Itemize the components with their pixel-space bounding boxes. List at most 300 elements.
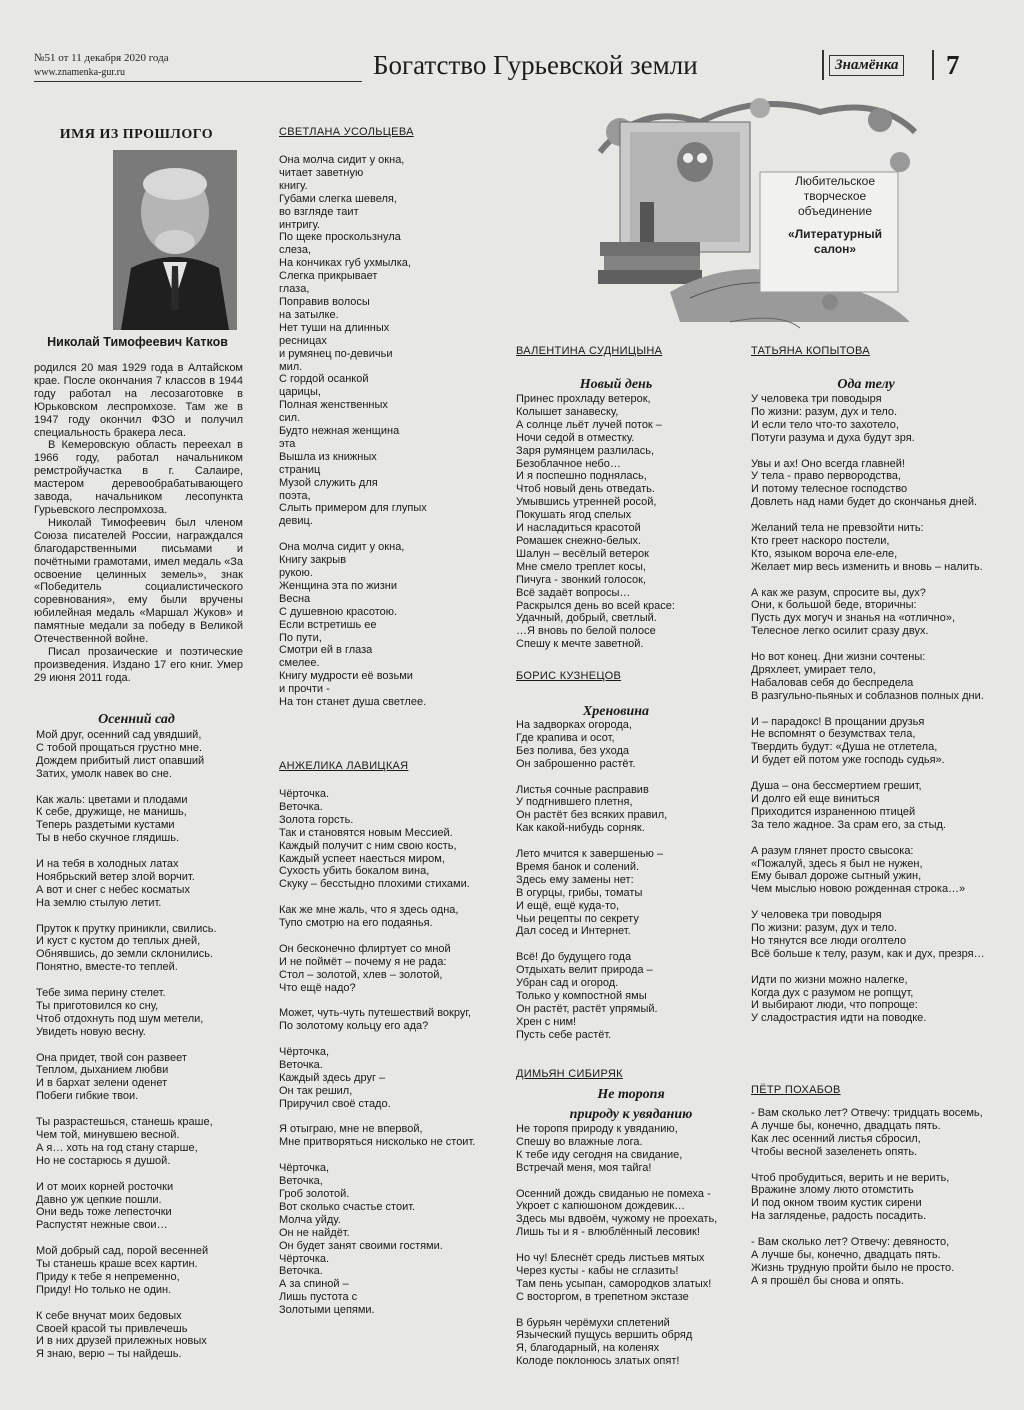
poem-line: Губами слегка шевеля, [279,192,397,205]
poem-line: Но вот конец. Дни жизни сочтены: [751,651,926,664]
poem-body [36,729,246,1361]
poem-line: Осенний дождь свиданью не помеха - [516,1187,711,1200]
poem-line: девиц. [279,515,313,528]
poem-line: Полная женственных [279,399,388,412]
poem-line: Всё! До будущего года [516,951,632,964]
poem-line: Набаловав себя до беспредела [751,676,914,689]
page-number: 7 [946,50,960,80]
poem-line: Шалун – весёлый ветерок [516,547,649,560]
poem-line: Каждый здесь друг – [279,1071,386,1084]
poem-title: Осенний сад [98,712,175,727]
poem-line: «Пожалуй, здесь я был не нужен, [751,857,923,870]
poem-line: Каждый успеет наесться миром, [279,852,445,865]
portrait-silhouette [113,150,237,330]
poem-line: глаза, [279,283,310,296]
poem-line: Золотыми цепями. [279,1304,375,1317]
poem-line: Давно уж цепкие пошли. [36,1193,162,1206]
poem-line: По золотому кольцу его ада? [279,1020,429,1033]
poem-line: С восторгом, в трепетном экстазе [516,1290,689,1303]
poem-line: Золота горсть. [279,813,354,826]
poem-line: Чёрточка, [279,1046,330,1059]
poem-line: страниц [279,463,321,476]
stanza-gap [516,1175,741,1188]
poem-line: Убран сад и огород. [516,977,619,990]
stanza-gap [36,1232,246,1245]
poem-line: Чёрточка, [279,1162,330,1175]
poem-line: Дал сосед и Интернет. [516,925,631,938]
poem-line: К себе, дружище, не манишь, [36,806,187,819]
poem-line: Ты разрастешься, станешь краше, [36,1116,213,1129]
stanza-gap [36,974,246,987]
poem-line: Может, чуть-чуть путешествий вокруг, [279,1007,472,1020]
poem-line: Мне смело треплет косы, [516,560,646,573]
poem-line: Спешу во влажные лога. [516,1135,643,1148]
stanza-gap [516,1239,741,1252]
poem-line: На кончиках губ ухмылка, [279,257,411,270]
poem-line: Мне притворяться нисколько не стоит. [279,1136,476,1149]
poem-line: И я поспешно поднялась, [516,470,647,483]
poem-line: Он растёт без всяких правил, [516,809,668,822]
poem-body [279,788,499,1317]
poem-line: Приду! Но только не один. [36,1283,172,1296]
poem-line: И не поймёт – почему я не рада: [279,955,447,968]
stanza-gap [516,771,736,784]
poem-line: И в них друзей прилежных новых [36,1335,207,1348]
poem-line: Желает мир весь изменить и вновь – налить. [751,560,983,573]
stanza-gap [279,1149,499,1162]
stanza-gap [751,445,1001,458]
poem-line: Ты приготовился ко сну, [36,999,159,1012]
header-divider [822,50,824,80]
poem-line: Лишь ты и я - влюблённый лесовик! [516,1226,700,1239]
poem-line: Вышла из книжных [279,450,377,463]
stanza-gap [279,930,499,943]
issue-date: №51 от 11 декабря 2020 года [34,52,169,64]
poem-line: Листья сочные расправив [516,783,649,796]
poem-line: Там пень усыпан, самородков златых! [516,1277,712,1290]
bio-paragraph: Николай Тимофеевич был членом Союза писателей России, награждался благодарственными письмами и почётными грамотами, имел медаль «За освоение целинных земель», знак «Победитель социалистического соревнования», ему были вручены юбилейная медаль «Маршал Жуков» и памятные медали за победу в Великой Отечественной войне. [34,516,243,646]
poem-line: Увидеть новую весну. [36,1025,146,1038]
poem-line: Тебе зима перину стелет. [36,987,166,1000]
author-name: СВЕТЛАНА УСОЛЬЦЕВА [279,126,414,138]
stanza-gap [36,1297,246,1310]
stanza-gap [751,961,1001,974]
poem-line: И в бархат зелени оденет [36,1077,168,1090]
salon-name: «Литературный [788,227,882,241]
poem-line: Твердить будут: «Душа не отлетела, [751,741,938,754]
poem-line: Стол – золотой, хлев – золотой, [279,968,443,981]
poem-line: На землю стылую летит. [36,896,162,909]
bio-paragraph: Писал прозаические и поэтические произведения. Издано 17 его книг. Умер 29 июня 2011 года. [34,645,243,684]
poem-line: Он не найдёт. [279,1226,350,1239]
poem-line: Вражине злому люто отомстить [751,1184,914,1197]
author-portrait [113,150,237,330]
poem-line: эта [279,437,296,450]
poem-line: Чьи рецепты по секрету [516,912,639,925]
poem-line: По пути, [279,631,322,644]
poem-line: И от моих корней росточки [36,1180,174,1193]
poem-line: Будто нежная женщина [279,425,400,438]
poem-line: Умывшись утренней росой, [516,496,657,509]
poem-line: И если тело что-то захотело, [751,418,899,431]
poem-line: Скуку – бесстыдно плохими стихами. [279,878,470,891]
header-rule [34,81,362,82]
poem-line: Теплом, дыханием любви [36,1064,169,1077]
poem-line: и прочти - [279,683,330,696]
poem-line: А за спиной – [279,1278,349,1291]
poem-line: Каждый получит с ним свою кость, [279,839,457,852]
poem-line: Как какой-нибудь сорняк. [516,822,645,835]
poem-title: Хреновина [582,704,650,719]
poem-line: Молча уйду. [279,1213,341,1226]
stanza-gap [279,994,499,1007]
poem-line: Я знаю, верю – ты найдешь. [36,1348,182,1361]
poem-line: поэта, [279,489,311,502]
poem-line: А лучше бы, конечно, двадцать пять. [751,1248,941,1261]
poem-line: Они, к большой беде, вторичны: [751,599,917,612]
poem-line: Спешу к мечте заветной. [516,638,644,651]
stanza-gap [751,509,1001,522]
poem-line: Кто греет наскоро постели, [751,534,890,547]
poem-line: Приручил своё стадо. [279,1097,391,1110]
poem-line: Он растёт, растёт упрямый. [516,1002,658,1015]
poem-line: А вот и снег с небес косматых [36,883,190,896]
author-name: ПЁТР ПОХАБОВ [751,1084,841,1096]
poem-line: Ромашек снежно-белых. [516,534,642,547]
poem-line: Желаний тела не превзойти нить: [751,522,924,535]
author-name: БОРИС КУЗНЕЦОВ [516,670,622,682]
poem-line: Чёрточка. [279,788,330,800]
bio-paragraph: В Кемеровскую область переехал в 1966 году, работал начальником ремстройучастка в г. Салаире, мастером деревообрабатывающего завода, начальником лесопункта Гурьевского леспромхоза. [34,439,243,516]
poem-line: Теперь раздетыми кустами [36,819,175,832]
stanza-gap [279,528,469,541]
stanza-gap [36,910,246,923]
poem-line: Ты в небо скучное глядишь. [36,832,179,845]
poem-line: Раскрылся день во всей красе: [516,599,675,612]
poem-line: Идти по жизни можно налегке, [751,973,908,986]
header-divider-2 [932,50,934,80]
poem-title: Ода телу [837,377,895,392]
poem-line: А разум глянет просто свысока: [751,844,914,857]
poem-line: А я… хоть на год стану старше, [36,1141,198,1154]
poem-line: На загляденье, радость посадить. [751,1210,927,1223]
poem-line: Но не состарюсь я душой. [36,1154,171,1167]
poem-line: Где крапива и осот, [516,731,615,744]
author-biography [34,362,243,685]
poem-line: С душевною красотою. [279,605,398,618]
poem-line: во взгляде таит [279,205,359,218]
poem-line: Книгу закрыв [279,554,347,567]
poem-line: Нет туши на длинных [279,321,390,334]
poem-line: Поправив волосы [279,295,370,308]
poem-line: Смотри ей в глаза [279,644,373,657]
site-url[interactable]: www.znamenka-gur.ru [34,67,125,78]
poem-line: книгу. [279,179,308,192]
poem-line: Укроет с капюшоном дождевик… [516,1200,686,1213]
poem-line: Здесь ему замены нет: [516,873,634,886]
poem-line: Вот сколько счастье стоит. [279,1200,416,1213]
poem-line: Дождем прибитый лист опавший [36,754,205,767]
poem-line: Он будет занят своими гостями. [279,1239,443,1252]
poem-line: Они ведь тоже лепесточки [36,1206,172,1219]
poem-line: В огурцы, грибы, томаты [516,886,643,899]
poem-line: У сладострастия идти на поводке. [751,1012,927,1025]
poem-line: Мой добрый сад, порой весенней [36,1245,209,1258]
poem-line: Тупо смотрю на его подаянья. [279,917,433,930]
poem-line: Приду к тебе я непременно, [36,1270,180,1283]
poem-line: Но тянутся все люди оголтело [751,934,907,947]
poem-line: смелее. [279,657,320,670]
poem-line: царицы, [279,386,321,399]
poem-line: И – парадокс! В прощании друзья [751,715,925,728]
poem-line: Через кусты - кабы не сглазить! [516,1264,679,1277]
author-name: ВАЛЕНТИНА СУДНИЦЫНА [516,345,663,357]
portrait-caption: Николай Тимофеевич Катков [47,335,228,349]
stanza-gap [36,845,246,858]
poem-line: Пусть себе растёт. [516,1028,612,1041]
poem-line: Как же мне жаль, что я здесь одна, [279,904,459,917]
poem-line: Понятно, вместе-то теплей. [36,961,178,974]
page-headline: Богатство Гурьевской земли [373,50,698,80]
poem-line: С тобой прощаться грустно мне. [36,741,203,754]
poem-line: Распустят нежные свои… [36,1219,168,1232]
poem-line: Колоде поклонюсь златых опят! [516,1355,680,1368]
poem-line: на затылке. [279,308,339,321]
poem-line: Слегка прикрывает [279,270,378,283]
poem-line: У человека три поводыря [751,909,882,922]
poem-body [516,719,736,1042]
poem-line: Как лес осенний листья сбросил, [751,1132,921,1145]
poem-body [279,154,469,709]
poem-body [516,393,736,651]
poem-line: Ночи седой в отместку. [516,431,635,444]
stanza-gap [751,832,1001,845]
stanza-gap [279,1033,499,1046]
poem-line: Своей красой ты привлечешь [36,1322,188,1335]
poem-line: интригу. [279,218,320,231]
poem-line: И на тебя в холодных латах [36,858,179,871]
poem-title: Новый день [579,377,653,392]
poem-line: Он заброшенно растёт. [516,757,636,770]
poem-line: Довлеть над нами будет до скончанья дней. [751,496,978,509]
poem-line: Встречай меня, моя тайга! [516,1161,652,1174]
poem-line: Он так решил, [279,1084,353,1097]
poem-line: И насладиться красотой [516,522,641,535]
poem-line: сил. [279,412,301,425]
poem-line: Всё больше к телу, разум, как и дух, презря… [751,947,985,960]
poem-line: Чтобы весной зазеленеть опять. [751,1145,918,1158]
poem-line: По жизни: разум, дух и тело. [751,922,898,935]
stanza-gap [516,835,736,848]
poem-line: Покушать ягод спелых [516,509,632,522]
poem-line: Только у компостной ямы [516,989,647,1002]
poem-line: - Вам сколько лет? Отвечу: девяносто, [751,1236,950,1249]
salon-label [760,174,910,257]
poem-line: Чем той, минувшею весной. [36,1129,180,1141]
poem-line: и румянец по-девичьи [279,347,393,360]
poem-line: Не вспомнят о безумствах тела, [751,728,916,741]
salon-name: салон» [813,242,857,256]
poem-line: Удачный, добрый, светлый. [516,612,657,625]
poem-line: И долго ей еще виниться [751,793,880,805]
stanza-gap [516,1304,741,1317]
poem-line: Когда дух с разумом не ропщут, [751,986,914,999]
poem-line: слеза, [279,244,312,257]
poem-line: Чтоб отдохнуть под шум метели, [36,1012,204,1025]
poem-line: Заря румянцем разлилась, [516,444,655,457]
poem-line: Что ещё надо? [279,981,356,994]
poem-line: Музой служить для [279,476,378,489]
stanza-gap [751,1159,1001,1172]
poem-line: мил. [279,360,303,373]
poem-line: В бурьян черёмухи сплетений [516,1316,670,1329]
poem-line: И выбирают люди, что попроще: [751,999,918,1012]
poem-line: Кто, языком вороча еле-еле, [751,547,898,560]
poem-line: С гордой осанкой [279,373,369,386]
author-name: ТАТЬЯНА КОПЫТОВА [751,345,870,357]
stanza-gap [751,703,1001,716]
poem-line: За тело жадное. За срам его, за стыд. [751,818,946,831]
poem-line: А лучше бы, конечно, двадцать пять. [751,1119,941,1132]
poem-line: …Я вновь по белой полосе [516,625,656,638]
poem-line: Пруток к прутку приникли, свились. [36,922,217,935]
poem-line: Мой друг, осенний сад увядший, [36,729,202,741]
poem-line: читает заветную [279,166,364,179]
poem-title-line: Не торопя [597,1087,665,1102]
poem-line: И под окном твоим кустик сирени [751,1197,922,1210]
poem-line: Пусть дух могуч и знанья на «отлично», [751,612,956,625]
poem-line: Чтоб пробудиться, верить и не верить, [751,1171,950,1184]
poem-line: Но чу! Блеснёт средь листьев мятых [516,1252,705,1265]
poem-line: Всё задаёт вопросы… [516,586,631,599]
poem-line: Чтоб новый день отведать. [516,483,655,496]
poem-line: Как жаль: цветами и плодами [36,793,188,806]
poem-line: Безоблачное небо… [516,457,621,470]
poem-line: Она придет, твой сон развеет [36,1051,187,1064]
poem-line: Веточка. [279,1265,323,1278]
stanza-gap [516,938,736,951]
stanza-gap [279,891,499,904]
stanza-gap [279,1111,499,1124]
poem-line: Лето мчится к завершенью – [516,848,664,861]
poem-line: Обнявшись, до земли склонились. [36,948,214,961]
poem-body [751,393,1001,1025]
author-name: ДИМЬЯН СИБИРЯК [516,1068,623,1080]
poem-line: А я прошёл бы снова и опять. [751,1274,904,1287]
stanza-gap [36,1039,246,1052]
poem-line: Телесное легко осилит сразу двух. [751,625,929,638]
poem-line: А как же разум, спросите вы, дух? [751,586,926,599]
salon-label-line: творческое [803,189,867,203]
poem-line: Побеги гибкие твои. [36,1090,139,1103]
poem-line: У тела - право первородства, [751,470,901,483]
poem-line: Жизнь трудную пройти было не просто. [751,1261,955,1274]
poem-line: Хрен с ним! [516,1015,577,1028]
poem-line: Лишь пустота с [279,1291,358,1304]
salon-label-line: Любительское [794,174,876,188]
poem-line: Языческий пущусь вершить обряд [516,1329,693,1342]
poem-line: В разгульно-пьяных и соблазнов полных дни. [751,689,984,702]
poem-line: Если встретишь ее [279,618,377,631]
poem-line: Я отыграю, мне не впервой, [279,1123,423,1136]
poem-line: И потому телесное господство [751,483,908,496]
section-title: ИМЯ ИЗ ПРОШЛОГО [59,127,214,142]
poem-line: Без полива, без ухода [516,744,629,757]
poem-line: - Вам сколько лет? Отвечу: тридцать восемь, [751,1107,983,1119]
stanza-gap [751,574,1001,587]
salon-label-line: объединение [797,204,873,218]
poem-line: Принес прохладу ветерок, [516,393,651,405]
poem-line: Здесь мы вдвоём, чужому не проехать, [516,1213,718,1226]
poem-line: Чёрточка. [279,1252,330,1265]
poem-line: Весна [279,592,311,605]
poem-line: Приходится израненною птицей [751,805,916,818]
poem-line: Гроб золотой. [279,1188,350,1200]
poem-line: Веточка, [279,1175,323,1188]
poem-body [751,1107,1001,1288]
stanza-gap [36,1103,246,1116]
poem-line: Чем мыслью новою рожденная строка…» [751,883,966,896]
poem-title [516,1086,746,1123]
newspaper-brand: Знамёнка [829,55,904,76]
poem-line: К себе внучат моих бедовых [36,1309,182,1322]
poem-line: Книгу мудрости её возьми [279,670,413,683]
poem-line: А солнце льёт лучей поток – [516,418,662,431]
stanza-gap [751,638,1001,651]
poem-line: Ему бывал дороже сытный ужин, [751,870,922,883]
poem-line: По щеке проскользнула [279,231,401,244]
poem-line: И ещё, ещё куда-то, [516,899,620,912]
poem-line: ресницах [279,334,327,347]
stanza-gap [36,781,246,794]
poem-line: Она молча сидит у окна, [279,541,405,554]
stanza-gap [751,767,1001,780]
poem-line: Не торопя природу к увяданию, [516,1123,678,1135]
poem-line: Душа – она бессмертием грешит, [751,780,922,793]
poem-line: Он бесконечно флиртует со мной [279,942,451,955]
poem-line: Так и становятся новым Мессией. [279,826,453,839]
poem-line: Веточка. [279,800,323,813]
poem-title-line: природу к увяданию [569,1107,693,1122]
poem-line: Слыть примером для глупых [279,502,427,515]
poem-line: На задворках огорода, [516,719,632,731]
poem-line: У человека три поводыря [751,393,882,405]
poem-line: Увы и ах! Оно всегда главней! [751,457,905,470]
poem-line: К тебе иду сегодня на свидание, [516,1148,683,1161]
stanza-gap [751,896,1001,909]
poem-line: И будет ей потом уже господь судья». [751,754,945,767]
poem-line: Ты станешь краше всех картин. [36,1258,198,1271]
poem-body [516,1123,741,1368]
author-name: АНЖЕЛИКА ЛАВИЦКАЯ [279,760,409,772]
poem-line: Сухость убить бокалом вина, [279,865,430,878]
poem-line: И куст с кустом до теплых дней, [36,935,201,948]
poem-line: Дряхлеет, умирает тело, [751,663,876,676]
poem-line: Ноябрьский ветер злой ворчит. [36,870,195,883]
stanza-gap [751,1223,1001,1236]
poem-line: У подгнившего плетня, [516,796,633,809]
poem-line: Она молча сидит у окна, [279,154,405,166]
poem-line: Время банок и солений. [516,860,640,873]
poem-line: Я, благодарный, на коленях [516,1342,660,1355]
poem-line: На тон станет душа светлее. [279,696,427,709]
poem-line: По жизни: разум, дух и тело. [751,405,898,418]
poem-line: Веточка. [279,1058,323,1071]
poem-line: Пичуга - звонкий голосок, [516,573,646,586]
poem-line: рукою. [279,566,313,579]
bio-paragraph: родился 20 мая 1929 года в Алтайском крае. После окончания 7 классов в 1944 году работал на лесозаготовке в Юрьковском леспромхозе. Там же в 1947 году окончил ФЗО и получил специальность бракера леса. [34,362,243,439]
poem-line: Затих, умолк навек во сне. [36,767,172,780]
